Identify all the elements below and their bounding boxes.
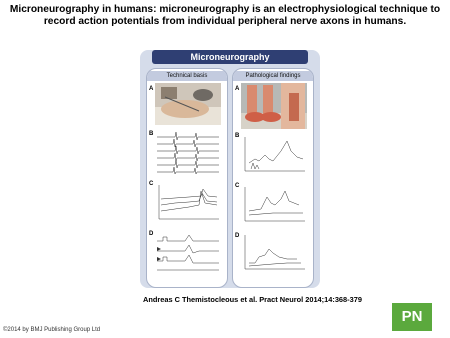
pathological-findings-heading: Pathological findings	[233, 71, 313, 81]
panel-label-a-left: A	[149, 86, 154, 92]
panel-label-a-right: A	[235, 86, 240, 92]
citation: Andreas C Themistocleous et al. Pract Neurol 2014;14:368-379	[143, 295, 362, 304]
erythromelalgia-feet-photo	[241, 83, 307, 129]
figure	[140, 50, 320, 288]
panel-label-c-left: C	[149, 181, 154, 187]
technical-basis-panel	[146, 68, 228, 288]
excitability-change-plot	[241, 233, 307, 273]
activity-dependent-slowing-plot	[241, 183, 307, 225]
stimulation-protocol-plot	[155, 233, 221, 273]
panel-label-d-right: D	[235, 233, 240, 239]
figure-banner: Microneurography	[152, 50, 308, 64]
journal-logo: PN	[392, 303, 432, 331]
copyright-notice: ©2014 by BMJ Publishing Group Ltd	[3, 327, 101, 333]
multiunit-recording-traces	[155, 131, 221, 175]
technical-basis-heading: Technical basis	[147, 71, 227, 81]
pathological-findings-panel	[232, 68, 314, 288]
slide-title: Microneurography in humans: microneurography is an electrophysiological technique to record action potentials from individual peripheral nerve axons in humans.	[9, 4, 441, 27]
recording-setup-photo	[155, 83, 221, 125]
panel-label-b-right: B	[235, 133, 240, 139]
latency-shift-plot	[155, 181, 221, 223]
panel-label-c-right: C	[235, 183, 240, 189]
panel-label-b-left: B	[149, 131, 154, 137]
spontaneous-activity-plot	[241, 133, 307, 177]
panel-label-d-left: D	[149, 231, 154, 237]
